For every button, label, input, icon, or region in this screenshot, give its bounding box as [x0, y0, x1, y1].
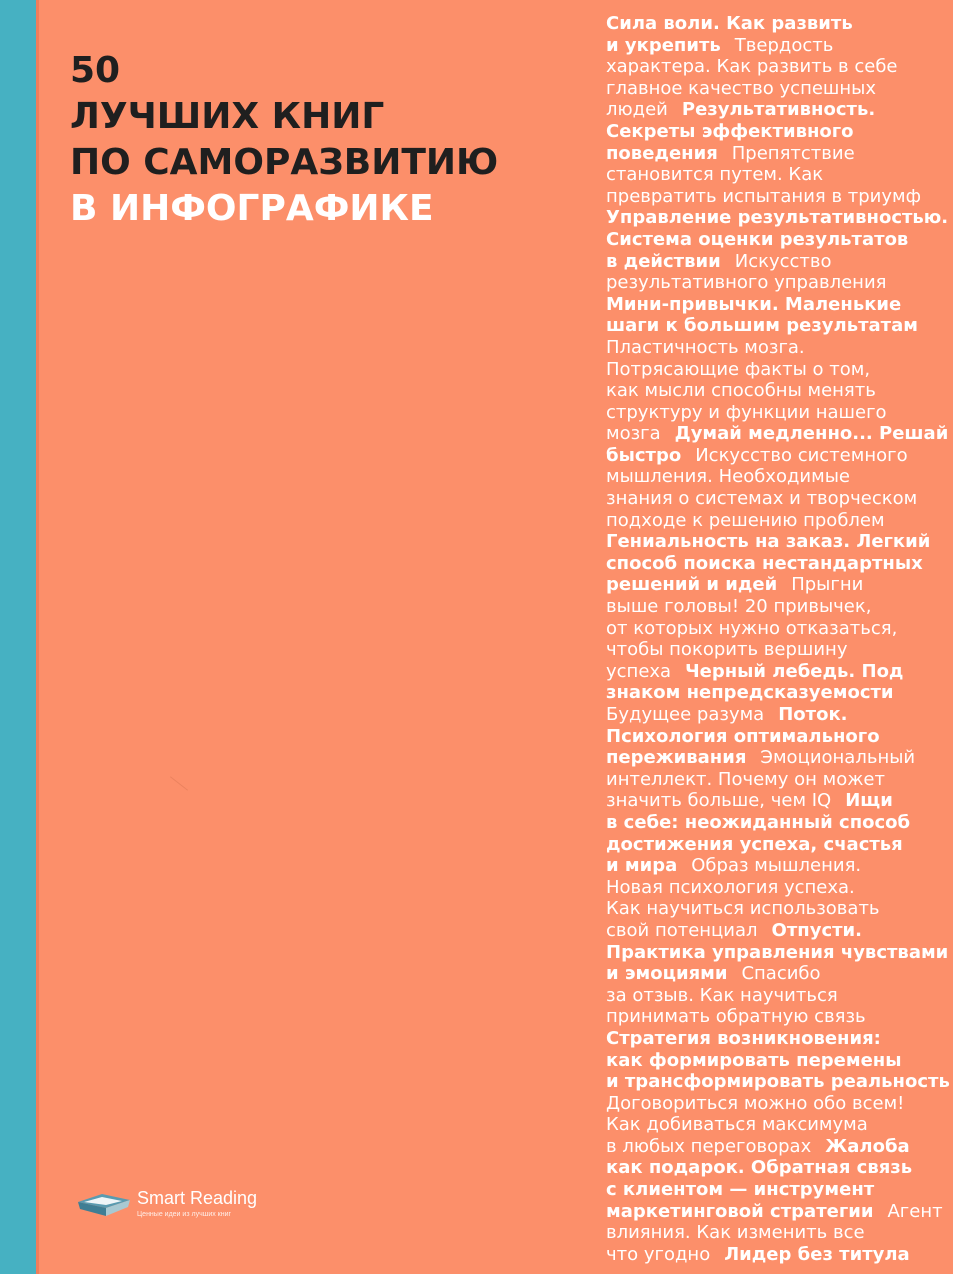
title-line-3: ПО САМОРАЗВИТИЮ [70, 142, 499, 183]
book-list-line [606, 1028, 951, 1050]
book-list-line [606, 1114, 951, 1136]
book-list-line [606, 56, 951, 78]
book-list-line [606, 294, 951, 316]
book-list-line [606, 682, 951, 704]
book-list-line [606, 272, 951, 294]
book-title-bold: маркетинговой стратегии [606, 1200, 874, 1222]
book-list-line [606, 466, 951, 488]
book-title-regular: структуру и функции нашего [606, 401, 887, 423]
book-title-bold: Черный лебедь. Под [685, 660, 904, 682]
cover-crease [170, 776, 188, 790]
book-title-bold: решений и идей [606, 574, 778, 596]
spine-stripe [0, 0, 36, 1274]
book-title-bold: Секреты эффективного [606, 120, 854, 142]
book-list-line [606, 35, 951, 57]
book-title-bold: с клиентом — инструмент [606, 1179, 875, 1201]
book-list-line [606, 920, 951, 942]
book-title-bold: Результативность. [681, 99, 876, 121]
book-title-regular: значить больше, чем IQ [606, 790, 832, 812]
book-list-line [606, 99, 951, 121]
book-title-regular: Образ мышления. [691, 855, 862, 877]
book-title-bold: Думай медленно... Решай [674, 423, 949, 445]
book-list-line [606, 186, 951, 208]
book-list-line [606, 251, 951, 273]
publisher-tagline: Ценные идеи из лучших книг [137, 1211, 232, 1218]
book-title-regular: Как добиваться максимума [606, 1114, 868, 1136]
book-title-bold: шаги к большим результатам [606, 315, 918, 337]
book-title-bold: Мини-привычки. Маленькие [606, 293, 902, 315]
book-list-line [606, 510, 951, 532]
book-title-regular: Прыгни [791, 574, 864, 596]
book-title-regular: Эмоциональный [760, 747, 916, 769]
book-title-bold: Стратегия возникновения: [606, 1027, 881, 1049]
book-list-line [606, 704, 951, 726]
book-list-line [606, 423, 951, 445]
book-title-regular: Препятствие [731, 142, 855, 164]
book-list-line [606, 855, 951, 877]
book-list [606, 13, 951, 1265]
title-line-1: 50 [70, 50, 121, 91]
book-list-line [606, 618, 951, 640]
book-list-line [606, 121, 951, 143]
book-list-line [606, 315, 951, 337]
book-list-line [606, 78, 951, 100]
book-list-line [606, 963, 951, 985]
book-title-regular: превратить испытания в триумф [606, 185, 921, 207]
spine-edge [36, 0, 39, 1274]
publisher-logo [76, 1186, 296, 1226]
book-list-line [606, 1222, 951, 1244]
book-title-regular: что угодно [606, 1243, 711, 1265]
book-title-regular: знания о системах и творческом [606, 488, 918, 510]
book-list-line [606, 1136, 951, 1158]
book-title-regular: Искусство системного [695, 444, 908, 466]
book-title-regular: главное качество успешных [606, 77, 877, 99]
book-title-regular: за отзыв. Как научиться [606, 984, 838, 1006]
book-title-bold: Сила воли. Как развить [606, 13, 853, 34]
book-list-line [606, 380, 951, 402]
book-title-regular: влияния. Как изменить все [606, 1222, 865, 1244]
book-title-bold: и трансформировать реальность [606, 1071, 950, 1093]
book-title-bold: как подарок. Обратная связь [606, 1157, 913, 1179]
book-list-line [606, 143, 951, 165]
book-title-regular: Новая психология успеха. [606, 876, 855, 898]
smart-reading-logo-icon [76, 1190, 132, 1218]
book-title-bold: Ищи [845, 790, 893, 812]
book-title-regular: Будущее разума [606, 704, 765, 725]
cover-title [70, 48, 570, 232]
book-list-line [606, 942, 951, 964]
book-title-bold: Поток. [778, 704, 848, 725]
book-title-regular: чтобы покорить вершину [606, 639, 848, 661]
book-title-bold: знаком непредсказуемости [606, 682, 894, 704]
book-list-line [606, 1179, 951, 1201]
book-list-line [606, 790, 951, 812]
book-title-regular: Договориться можно обо всем! [606, 1092, 905, 1114]
book-list-line [606, 1157, 951, 1179]
title-line-2: ЛУЧШИХ КНИГ [70, 96, 385, 137]
book-title-regular: свой потенциал [606, 919, 758, 941]
book-title-bold: быстро [606, 444, 682, 466]
book-title-regular: характера. Как развить в себе [606, 56, 898, 78]
book-title-bold: достижения успеха, счастья [606, 833, 903, 855]
book-list-line [606, 985, 951, 1007]
book-list-line [606, 1093, 951, 1115]
book-list-line [606, 1050, 951, 1072]
book-title-regular: Как научиться использовать [606, 898, 880, 920]
book-title-bold: в себе: неожиданный способ [606, 811, 911, 833]
book-title-bold: как формировать перемены [606, 1049, 902, 1071]
book-list-line [606, 898, 951, 920]
book-title-bold: Управление результативностью. [606, 207, 949, 229]
book-list-line [606, 661, 951, 683]
book-title-bold: способ поиска нестандартных [606, 552, 923, 574]
book-title-regular: принимать обратную связь [606, 1006, 866, 1028]
book-title-regular: как мысли способны менять [606, 380, 876, 402]
book-title-regular: интеллект. Почему он может [606, 768, 885, 790]
book-title-bold: Психология оптимального [606, 725, 880, 747]
book-list-line [606, 769, 951, 791]
book-title-regular: от которых нужно отказаться, [606, 617, 898, 639]
book-list-line [606, 1201, 951, 1223]
book-title-regular: результативного управления [606, 272, 887, 294]
book-title-bold: и мира [606, 855, 678, 877]
book-list-line [606, 1244, 951, 1266]
book-list-line [606, 359, 951, 381]
book-title-bold: Отпусти. [771, 919, 863, 941]
book-list-line [606, 207, 951, 229]
book-list-line [606, 877, 951, 899]
book-title-regular: Агент [887, 1200, 943, 1222]
book-list-line [606, 834, 951, 856]
book-list-line [606, 812, 951, 834]
book-title-regular: успеха [606, 660, 672, 682]
book-title-regular: Твердость [734, 34, 834, 56]
book-list-line [606, 164, 951, 186]
book-title-regular: становится путем. Как [606, 164, 824, 186]
book-title-bold: переживания [606, 747, 747, 769]
book-list-line [606, 402, 951, 424]
book-title-regular: Спасибо [741, 963, 821, 985]
book-title-bold: и эмоциями [606, 963, 728, 985]
book-title-regular: Пластичность мозга. [606, 336, 805, 358]
book-list-line [606, 574, 951, 596]
book-list-line [606, 726, 951, 748]
book-title-bold: поведения [606, 142, 718, 164]
book-list-line [606, 553, 951, 575]
book-title-bold: Лидер без титула [724, 1243, 910, 1265]
book-title-regular: людей [606, 99, 668, 121]
book-title-bold: Практика управления чувствами [606, 941, 949, 963]
book-list-line [606, 639, 951, 661]
book-title-regular: Потрясающие факты о том, [606, 358, 871, 380]
book-title-regular: Искусство [734, 250, 832, 272]
book-title-regular: выше головы! 20 привычек, [606, 596, 872, 618]
book-list-line [606, 337, 951, 359]
book-title-bold: и укрепить [606, 34, 721, 56]
title-accent: В ИНФОГРАФИКЕ [70, 188, 434, 229]
book-list-line [606, 445, 951, 467]
book-list-line [606, 531, 951, 553]
book-title-bold: Система оценки результатов [606, 228, 909, 250]
book-list-line [606, 1006, 951, 1028]
book-title-regular: мышления. Необходимые [606, 466, 850, 488]
book-list-line [606, 488, 951, 510]
publisher-name: Smart Reading [137, 1188, 258, 1208]
book-list-line [606, 13, 951, 35]
book-title-regular: мозга [606, 423, 661, 445]
book-list-line [606, 596, 951, 618]
book-title-bold: Гениальность на заказ. Легкий [606, 531, 931, 553]
book-list-line [606, 229, 951, 251]
book-title-bold: Жалоба [825, 1135, 910, 1157]
book-title-bold: в действии [606, 250, 721, 272]
book-list-line [606, 1071, 951, 1093]
book-title-regular: подходе к решению проблем [606, 509, 885, 531]
book-title-regular: в любых переговорах [606, 1135, 812, 1157]
book-list-line [606, 747, 951, 769]
